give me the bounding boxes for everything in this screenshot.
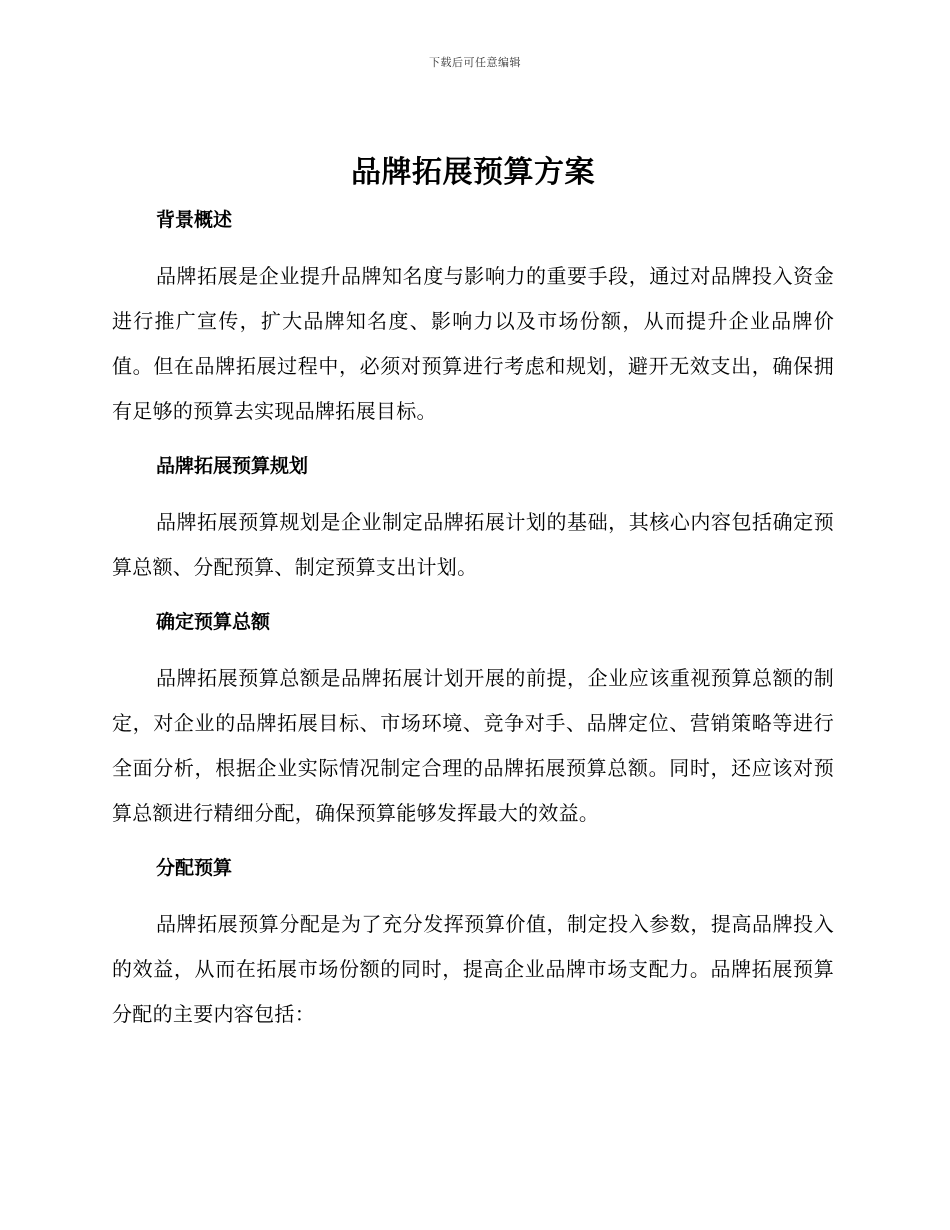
section-paragraph-budget-allocation: 品牌拓展预算分配是为了充分发挥预算价值，制定投入参数，提高品牌投入的效益，从而在拓展市场份额的同时，提高企业品牌市场支配力。品牌拓展预算分配的主要内容包括： [112,912,834,1026]
document-body [112,150,834,1037]
page-header-note: 下载后可任意编辑 [429,56,521,69]
document-title: 品牌拓展预算方案 [351,155,595,190]
section-heading-background: 背景概述 [156,209,233,231]
section-heading-budget-total: 确定预算总额 [156,611,271,633]
section-heading-budget-allocation: 分配预算 [156,857,233,879]
section-heading-budget-planning: 品牌拓展预算规划 [156,455,309,477]
section-paragraph-budget-total: 品牌拓展预算总额是品牌拓展计划开展的前提，企业应该重视预算总额的制定，对企业的品牌拓展目标、市场环境、竞争对手、品牌定位、营销策略等进行全面分析，根据企业实际情况制定合理的品牌拓展预算总额。同时，还应该对预算总额进行精细分配，确保预算能够发挥最大的效益。 [112,666,834,825]
section-paragraph-budget-planning: 品牌拓展预算规划是企业制定品牌拓展计划的基础，其核心内容包括确定预算总额、分配预算、制定预算支出计划。 [112,510,834,579]
section-paragraph-background: 品牌拓展是企业提升品牌知名度与影响力的重要手段，通过对品牌投入资金进行推广宣传，扩大品牌知名度、影响力以及市场份额，从而提升企业品牌价值。但在品牌拓展过程中，必须对预算进行考虑和规划，避开无效支出，确保拥有足够的预算去实现品牌拓展目标。 [112,264,834,423]
